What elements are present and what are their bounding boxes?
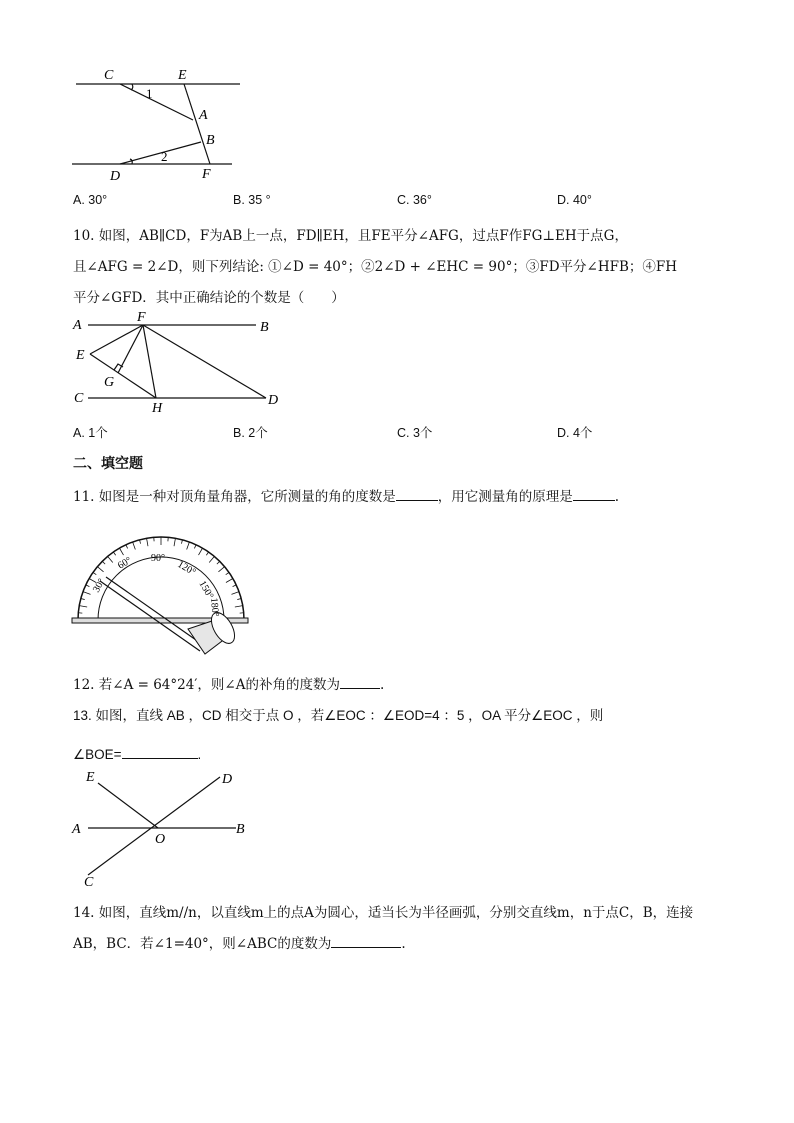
q13-text-a: ∠BOE= (73, 747, 122, 762)
protractor-tick (120, 548, 124, 555)
label-e: E (86, 770, 95, 785)
q10-option-b[interactable]: B. 2个 (233, 426, 268, 440)
line-fh (143, 325, 156, 398)
q13-blank[interactable] (122, 746, 198, 759)
protractor-tick (133, 542, 136, 550)
q12-text-a: 12. 若∠A = 64°24′，则∠A的补角的度数为 (73, 677, 340, 693)
protractor-tick (231, 592, 239, 595)
q14-text-a: AB，BC．若∠1=40°，则∠ABC的度数为 (73, 936, 332, 952)
label-e: E (76, 348, 85, 363)
q10-line-3: 平分∠GFD．其中正确结论的个数是（ ） (73, 290, 345, 306)
protractor-tick (237, 599, 241, 600)
protractor-tick (199, 548, 203, 555)
tick-label-30: 30° (91, 576, 108, 595)
protractor-tick (126, 545, 128, 549)
protractor-tick (140, 540, 141, 544)
label-d: D (222, 772, 233, 787)
q9-option-d[interactable]: D. 40° (557, 193, 592, 207)
tick-label-90: 90° (151, 553, 165, 564)
tick-label-180: 180° (208, 597, 221, 618)
q9-figure (60, 60, 260, 185)
pointer-arm-edge-2 (106, 577, 206, 647)
q9-option-b[interactable]: B. 35 ° (233, 193, 271, 207)
q13-line-2 (73, 746, 201, 763)
q11-blank-1[interactable] (396, 488, 438, 501)
angle-1-arc (131, 84, 133, 90)
q14-line-1: 14. 如图，直线m//n，以直线m上的点A为圆心，适当长为半径画弧，分别交直线m，n于点C，B，连接 (73, 905, 694, 921)
label-a: A (72, 822, 81, 837)
q10-line-1: 10. 如图，AB∥CD，F为AB上一点，FD∥EH，且FE平分∠AFG，过点F作FG⊥EH于点G， (73, 228, 628, 244)
label-b: B (260, 320, 269, 335)
angle-1-label: 1 (146, 86, 153, 101)
q11-text (73, 485, 619, 505)
angle-2-label: 2 (161, 149, 168, 164)
label-a: A (73, 318, 82, 333)
pointer-arm-edge-1 (100, 581, 200, 651)
label-e: E (178, 68, 187, 83)
ray-oe (98, 783, 158, 828)
tick-label-150: 150° (196, 579, 216, 601)
q12-text-end: . (379, 677, 385, 693)
q10-option-c[interactable]: C. 3个 (397, 426, 433, 440)
q13-text-end: . (197, 747, 202, 762)
label-h: H (152, 401, 163, 416)
protractor-tick (174, 538, 175, 546)
protractor-tick (187, 542, 190, 550)
protractor-tick (226, 579, 233, 583)
label-f: F (137, 310, 146, 325)
q12-text (73, 673, 384, 693)
q11-blank-2[interactable] (573, 488, 615, 501)
protractor-tick (194, 545, 196, 549)
protractor-tick (209, 556, 214, 562)
protractor-tick (102, 561, 105, 564)
label-b: B (236, 822, 245, 837)
label-c: C (104, 68, 114, 83)
q10-option-d[interactable]: D. 4个 (557, 426, 593, 440)
protractor-tick (108, 556, 113, 562)
protractor-tick (218, 567, 224, 572)
protractor-tick (235, 606, 243, 607)
protractor-tick (181, 540, 182, 544)
protractor-tick (113, 552, 115, 555)
label-g: G (104, 375, 115, 390)
line-fd (143, 325, 266, 398)
protractor-tick (226, 572, 229, 574)
section-2-heading: 二、填空题 (73, 456, 143, 472)
protractor-tick (93, 572, 96, 574)
q14-text-end: . (401, 936, 406, 952)
label-c: C (84, 875, 94, 890)
q13-figure (60, 765, 260, 890)
q11-protractor-figure (60, 533, 260, 663)
line-ef (184, 84, 210, 164)
q10-line-2: 且∠AFG = 2∠D，则下列结论: ①∠D = 40°；②2∠D + ∠EHC = 90°；③FD平分∠HFB；④FH (73, 259, 678, 275)
protractor-tick (147, 538, 148, 546)
q13-line-1: 13. 如图，直线 AB ，CD 相交于点 O ，若∠EOC ：∠EOD=4 ：5 ，OA 平分∠EOC ，则 (73, 708, 604, 723)
protractor-tick (83, 592, 91, 595)
label-d: D (110, 169, 121, 184)
tick-label-120: 120° (175, 559, 198, 579)
protractor-tick (97, 567, 103, 572)
q10-figure (60, 306, 290, 416)
q11-text-b: ，用它测量角的原理是 (437, 489, 573, 505)
protractor-tick (79, 606, 87, 607)
label-b: B (206, 133, 215, 148)
protractor-tick (233, 585, 237, 587)
protractor-tick (206, 552, 208, 555)
q9-option-c[interactable]: C. 36° (397, 193, 432, 207)
tick-label-60: 60° (116, 555, 134, 572)
q12-blank[interactable] (340, 676, 380, 689)
q14-line-2 (73, 932, 406, 952)
label-c: C (74, 391, 84, 406)
line-cd (88, 777, 220, 875)
q10-option-a[interactable]: A. 1个 (73, 426, 108, 440)
protractor-tick (86, 585, 90, 587)
label-f: F (202, 167, 211, 182)
q11-text-end: . (614, 489, 620, 505)
q14-blank[interactable] (331, 935, 401, 948)
label-d: D (268, 393, 279, 408)
q11-text-a: 11. 如图是一种对顶角量角器，它所测量的角的度数是 (73, 489, 396, 505)
q9-option-a[interactable]: A. 30° (73, 193, 108, 207)
label-o: O (155, 832, 166, 847)
protractor-tick (217, 561, 220, 564)
line-eh (90, 354, 156, 398)
label-a: A (199, 108, 208, 123)
protractor-tick (81, 599, 85, 600)
